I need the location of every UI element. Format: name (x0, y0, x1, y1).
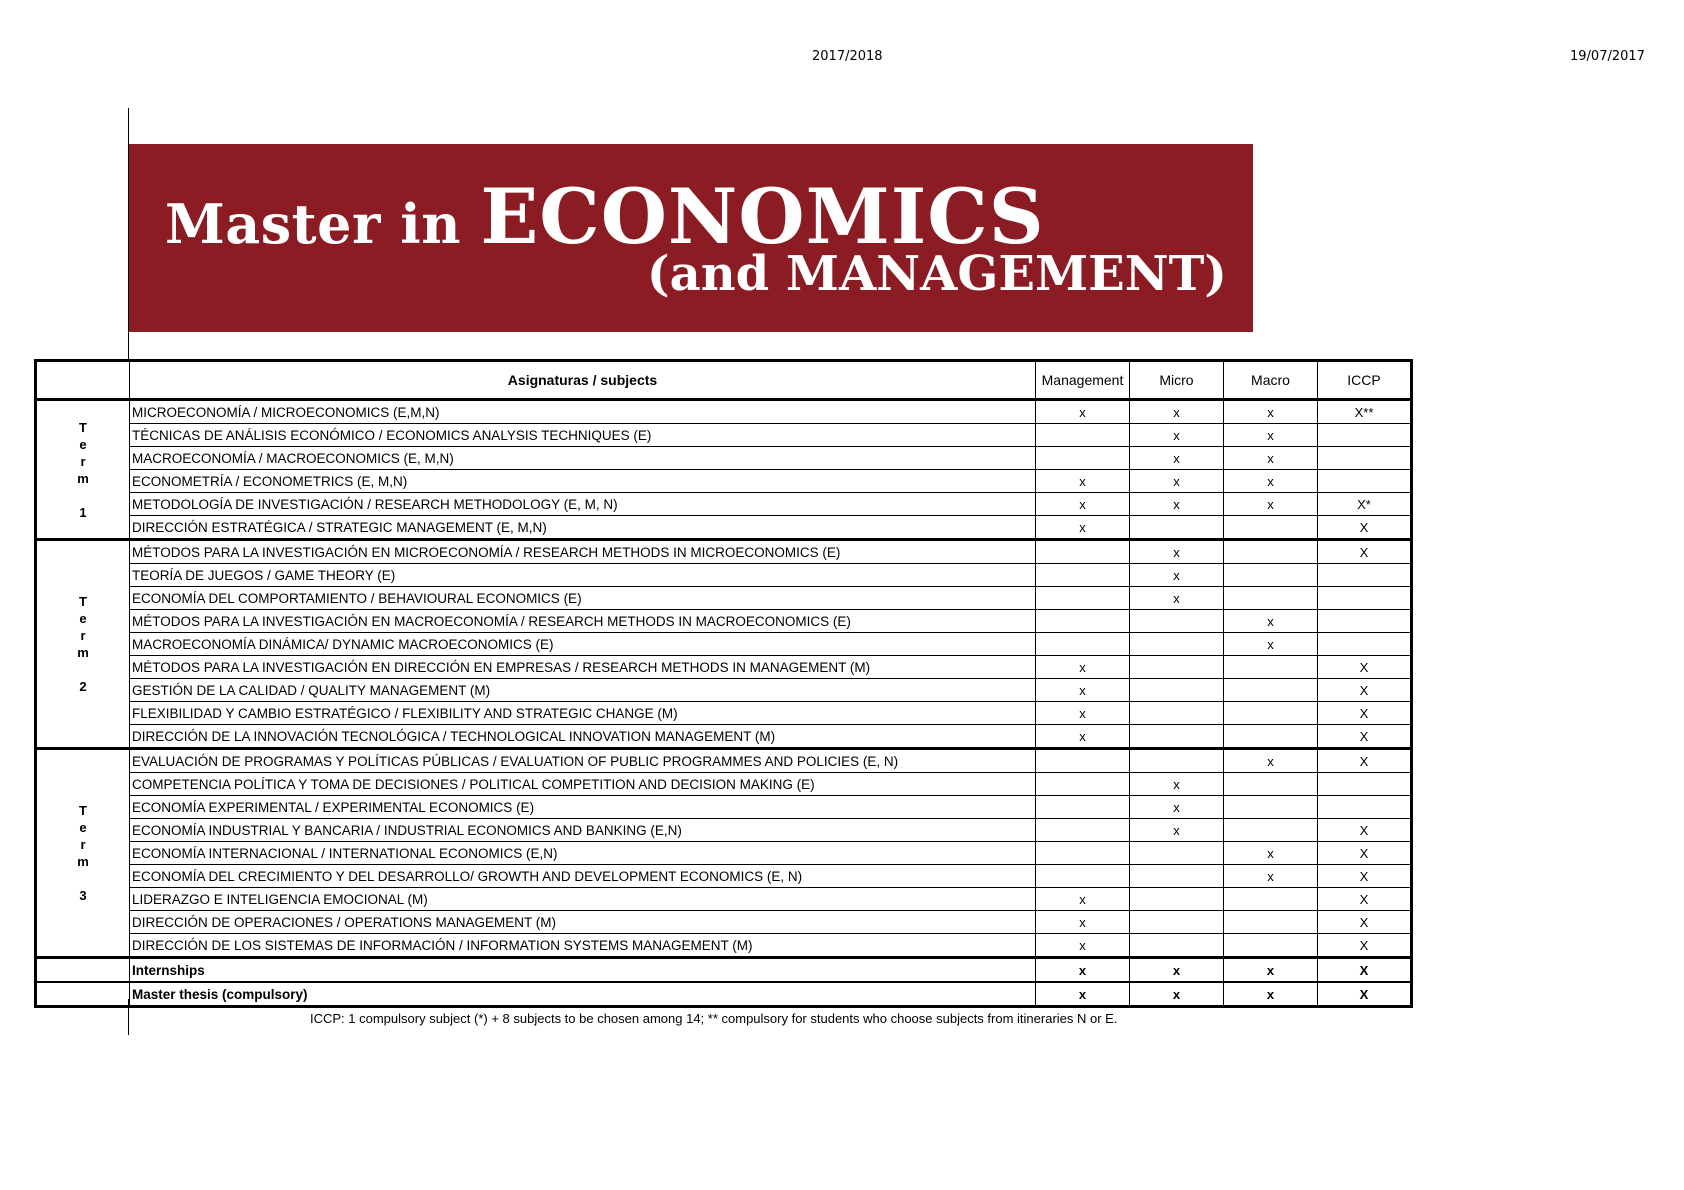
management-mark (1036, 564, 1130, 587)
macro-mark (1224, 587, 1318, 610)
management-mark (1036, 424, 1130, 447)
term-letter: 3 (79, 888, 87, 903)
table-row (36, 493, 1412, 516)
iccp-mark: X* (1318, 493, 1412, 516)
micro-mark (1130, 725, 1224, 749)
macro-mark (1224, 773, 1318, 796)
subject-name: METODOLOGÍA DE INVESTIGACIÓN / RESEARCH METHODOLOGY (E, M, N) (130, 493, 1036, 516)
subject-name: ECONOMÍA INTERNACIONAL / INTERNATIONAL ECONOMICS (E,N) (130, 842, 1036, 865)
term-letter: T (79, 803, 87, 818)
micro-mark (1130, 679, 1224, 702)
subject-name: ECONOMÍA DEL COMPORTAMIENTO / BEHAVIOURAL ECONOMICS (E) (130, 587, 1036, 610)
management-mark: x (1036, 702, 1130, 725)
micro-mark: x (1130, 424, 1224, 447)
iccp-mark (1318, 564, 1412, 587)
macro-mark (1224, 679, 1318, 702)
micro-mark: x (1130, 773, 1224, 796)
iccp-mark: X (1318, 958, 1412, 983)
macro-mark (1224, 656, 1318, 679)
footnote: ICCP: 1 compulsory subject (*) + 8 subjects to be chosen among 14; ** compulsory for students who choose subjects from itineraries N or E. (310, 1011, 1118, 1026)
table-row (36, 702, 1412, 725)
table-row (36, 911, 1412, 934)
iccp-column-header: ICCP (1318, 361, 1412, 400)
management-mark: x (1036, 982, 1130, 1007)
micro-mark (1130, 865, 1224, 888)
term-letter: e (79, 820, 87, 835)
table-row (36, 842, 1412, 865)
term-column-header (36, 361, 130, 400)
macro-mark: x (1224, 493, 1318, 516)
management-mark: x (1036, 400, 1130, 424)
micro-mark (1130, 911, 1224, 934)
micro-mark: x (1130, 982, 1224, 1007)
management-mark (1036, 749, 1130, 773)
term-letter (39, 870, 127, 887)
table-header-row (36, 361, 1412, 400)
subject-name: DIRECCIÓN ESTRATÉGICA / STRATEGIC MANAGEMENT (E, M,N) (130, 516, 1036, 540)
management-mark: x (1036, 516, 1130, 540)
management-mark: x (1036, 493, 1130, 516)
micro-mark: x (1130, 447, 1224, 470)
iccp-mark: X (1318, 819, 1412, 842)
micro-mark (1130, 610, 1224, 633)
iccp-mark: X (1318, 888, 1412, 911)
micro-mark: x (1130, 470, 1224, 493)
table-row (36, 725, 1412, 749)
subject-name: ECONOMÍA INDUSTRIAL Y BANCARIA / INDUSTRIAL ECONOMICS AND BANKING (E,N) (130, 819, 1036, 842)
table-row (36, 610, 1412, 633)
table-row (36, 400, 1412, 424)
table-row (36, 934, 1412, 958)
micro-column-header: Micro (1130, 361, 1224, 400)
micro-mark: x (1130, 400, 1224, 424)
iccp-mark (1318, 796, 1412, 819)
iccp-mark: X (1318, 911, 1412, 934)
table-row (36, 679, 1412, 702)
table-row (36, 516, 1412, 540)
table-row (36, 633, 1412, 656)
iccp-mark (1318, 424, 1412, 447)
term-letter: m (77, 645, 89, 660)
table-row (36, 656, 1412, 679)
micro-mark: x (1130, 493, 1224, 516)
iccp-mark (1318, 633, 1412, 656)
micro-mark (1130, 888, 1224, 911)
subject-name: DIRECCIÓN DE LOS SISTEMAS DE INFORMACIÓN / INFORMATION SYSTEMS MANAGEMENT (M) (130, 934, 1036, 958)
banner-subtitle: (and MANAGEMENT) (646, 246, 1227, 302)
iccp-mark: X (1318, 865, 1412, 888)
subject-name: MACROECONOMÍA DINÁMICA/ DYNAMIC MACROECONOMICS (E) (130, 633, 1036, 656)
macro-mark: x (1224, 633, 1318, 656)
micro-mark (1130, 842, 1224, 865)
iccp-mark: X (1318, 842, 1412, 865)
management-mark (1036, 819, 1130, 842)
micro-mark: x (1130, 540, 1224, 564)
term-letter: m (77, 470, 89, 486)
subject-name: MÉTODOS PARA LA INVESTIGACIÓN EN MICROECONOMÍA / RESEARCH METHODS IN MICROECONOMICS (E) (130, 540, 1036, 564)
iccp-mark: X (1318, 749, 1412, 773)
macro-mark (1224, 934, 1318, 958)
macro-mark (1224, 725, 1318, 749)
term-letter: e (79, 436, 87, 452)
subject-name: ECONOMÍA EXPERIMENTAL / EXPERIMENTAL ECONOMICS (E) (130, 796, 1036, 819)
table-row (36, 447, 1412, 470)
management-column-header: Management (1036, 361, 1130, 400)
subject-name: Master thesis (compulsory) (130, 982, 1036, 1007)
management-mark: x (1036, 934, 1130, 958)
program-banner (129, 144, 1253, 332)
iccp-mark: X (1318, 982, 1412, 1007)
subject-name: MÉTODOS PARA LA INVESTIGACIÓN EN DIRECCIÓN EN EMPRESAS / RESEARCH METHODS IN MANAGEMENT (M) (130, 656, 1036, 679)
iccp-mark: X (1318, 516, 1412, 540)
micro-mark (1130, 633, 1224, 656)
management-mark (1036, 633, 1130, 656)
management-mark: x (1036, 470, 1130, 493)
macro-mark: x (1224, 958, 1318, 983)
academic-year: 2017/2018 (812, 49, 883, 64)
term-label-3 (36, 749, 130, 958)
table-row (36, 749, 1412, 773)
macro-mark: x (1224, 749, 1318, 773)
term-letter (39, 487, 127, 504)
macro-mark (1224, 540, 1318, 564)
table-row (36, 819, 1412, 842)
macro-mark (1224, 702, 1318, 725)
management-mark (1036, 796, 1130, 819)
management-mark (1036, 447, 1130, 470)
management-mark: x (1036, 911, 1130, 934)
term-letter: e (79, 611, 87, 626)
micro-mark: x (1130, 819, 1224, 842)
iccp-mark (1318, 587, 1412, 610)
management-mark: x (1036, 679, 1130, 702)
subject-name: ECONOMÍA DEL CRECIMIENTO Y DEL DESARROLLO/ GROWTH AND DEVELOPMENT ECONOMICS (E, N) (130, 865, 1036, 888)
table-row (36, 587, 1412, 610)
term-letter: T (79, 419, 87, 435)
table-row (36, 424, 1412, 447)
macro-mark: x (1224, 424, 1318, 447)
term-label-2 (36, 540, 130, 749)
management-mark: x (1036, 656, 1130, 679)
subject-name: MACROECONOMÍA / MACROECONOMICS (E, M,N) (130, 447, 1036, 470)
macro-mark (1224, 819, 1318, 842)
term-letter: T (79, 594, 87, 609)
term-letter: m (77, 854, 89, 869)
banner-master-in: Master in (165, 192, 461, 256)
table-row (36, 773, 1412, 796)
macro-mark (1224, 888, 1318, 911)
subject-name: MÉTODOS PARA LA INVESTIGACIÓN EN MACROECONOMÍA / RESEARCH METHODS IN MACROECONOMICS (E) (130, 610, 1036, 633)
macro-mark: x (1224, 470, 1318, 493)
term-letter (39, 661, 127, 678)
subject-name: GESTIÓN DE LA CALIDAD / QUALITY MANAGEMENT (M) (130, 679, 1036, 702)
table-row (36, 470, 1412, 493)
subject-name: TEORÍA DE JUEGOS / GAME THEORY (E) (130, 564, 1036, 587)
micro-mark (1130, 656, 1224, 679)
subject-name: COMPETENCIA POLÍTICA Y TOMA DE DECISIONES / POLITICAL COMPETITION AND DECISION MAKING (E) (130, 773, 1036, 796)
management-mark (1036, 587, 1130, 610)
management-mark: x (1036, 888, 1130, 911)
macro-mark (1224, 516, 1318, 540)
term-letter: r (80, 837, 86, 852)
micro-mark: x (1130, 564, 1224, 587)
macro-mark: x (1224, 865, 1318, 888)
table-body (36, 400, 1412, 1007)
subject-name: MICROECONOMÍA / MICROECONOMICS (E,M,N) (130, 400, 1036, 424)
term-letter: 2 (79, 679, 87, 694)
macro-mark (1224, 564, 1318, 587)
table-row (36, 865, 1412, 888)
table-row (36, 958, 1412, 983)
iccp-mark: X (1318, 656, 1412, 679)
term-letter: 1 (79, 504, 87, 520)
subject-name: Internships (130, 958, 1036, 983)
subject-name: TÉCNICAS DE ANÁLISIS ECONÓMICO / ECONOMICS ANALYSIS TECHNIQUES (E) (130, 424, 1036, 447)
macro-mark: x (1224, 842, 1318, 865)
subject-name: DIRECCIÓN DE LA INNOVACIÓN TECNOLÓGICA / TECHNOLOGICAL INNOVATION MANAGEMENT (M) (130, 725, 1036, 749)
macro-mark (1224, 911, 1318, 934)
iccp-mark: X** (1318, 400, 1412, 424)
macro-mark (1224, 796, 1318, 819)
term-empty-cell (36, 982, 130, 1007)
management-mark (1036, 610, 1130, 633)
term-letter: r (80, 628, 86, 643)
subject-name: FLEXIBILIDAD Y CAMBIO ESTRATÉGICO / FLEXIBILITY AND STRATEGIC CHANGE (M) (130, 702, 1036, 725)
micro-mark (1130, 934, 1224, 958)
table-row (36, 564, 1412, 587)
iccp-mark: X (1318, 934, 1412, 958)
micro-mark: x (1130, 587, 1224, 610)
macro-mark: x (1224, 400, 1318, 424)
iccp-mark (1318, 470, 1412, 493)
iccp-mark (1318, 610, 1412, 633)
subject-name: LIDERAZGO E INTELIGENCIA EMOCIONAL (M) (130, 888, 1036, 911)
subject-name: DIRECCIÓN DE OPERACIONES / OPERATIONS MANAGEMENT (M) (130, 911, 1036, 934)
management-mark (1036, 842, 1130, 865)
table-row (36, 540, 1412, 564)
macro-mark: x (1224, 447, 1318, 470)
print-date: 19/07/2017 (1570, 49, 1645, 64)
table-row (36, 982, 1412, 1007)
management-mark: x (1036, 958, 1130, 983)
table-row (36, 888, 1412, 911)
macro-column-header: Macro (1224, 361, 1318, 400)
term-label-1 (36, 400, 130, 540)
management-mark (1036, 540, 1130, 564)
iccp-mark: X (1318, 679, 1412, 702)
term-letter: r (80, 453, 86, 469)
banner-economics: ECONOMICS (480, 172, 1045, 261)
subjects-table (34, 359, 1413, 1008)
management-mark: x (1036, 725, 1130, 749)
macro-mark: x (1224, 610, 1318, 633)
subject-name: EVALUACIÓN DE PROGRAMAS Y POLÍTICAS PÚBLICAS / EVALUATION OF PUBLIC PROGRAMMES AND POLICIES (E, N) (130, 749, 1036, 773)
table-row (36, 796, 1412, 819)
micro-mark: x (1130, 796, 1224, 819)
iccp-mark (1318, 773, 1412, 796)
iccp-mark: X (1318, 725, 1412, 749)
iccp-mark: X (1318, 540, 1412, 564)
management-mark (1036, 773, 1130, 796)
macro-mark: x (1224, 982, 1318, 1007)
iccp-mark: X (1318, 702, 1412, 725)
micro-mark (1130, 516, 1224, 540)
term-empty-cell (36, 958, 130, 983)
subject-name: ECONOMETRÍA / ECONOMETRICS (E, M,N) (130, 470, 1036, 493)
iccp-mark (1318, 447, 1412, 470)
management-mark (1036, 865, 1130, 888)
micro-mark (1130, 749, 1224, 773)
micro-mark (1130, 702, 1224, 725)
micro-mark: x (1130, 958, 1224, 983)
subjects-column-header: Asignaturas / subjects (130, 361, 1036, 400)
